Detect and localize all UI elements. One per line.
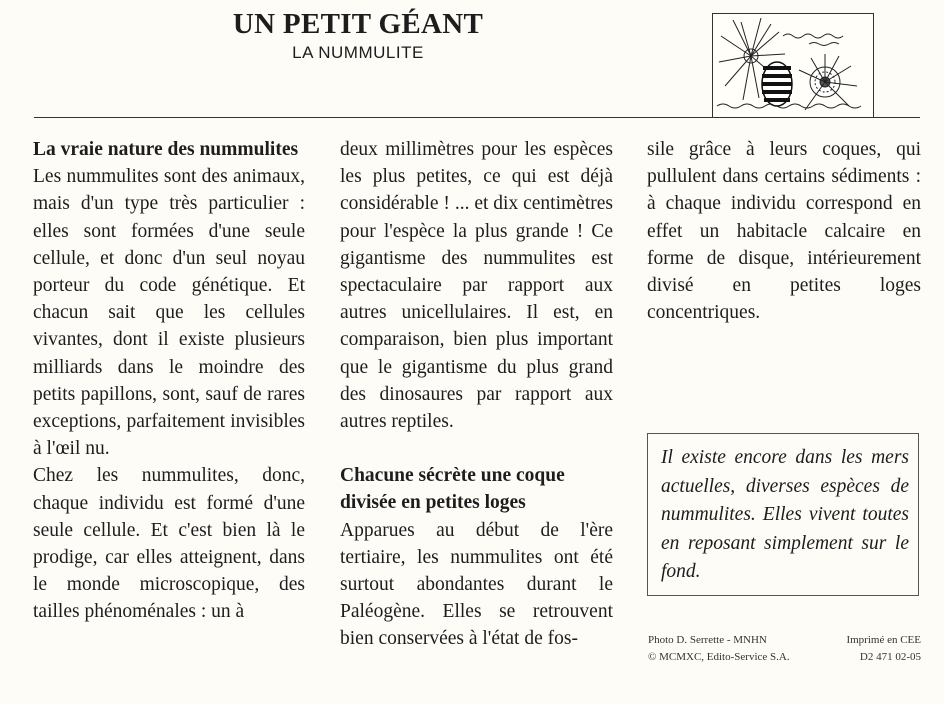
copyright-notice: © MCMXC, Edito-Service S.A.: [648, 651, 790, 663]
section-heading: Chacune sécrète une coque divisée en petites loges: [340, 465, 565, 514]
page-title: UN PETIT GÉANT: [232, 8, 484, 40]
body-paragraph: Apparues au début de l'ère tertiaire, les nummulites ont été surtout abondantes durant le Paléogène. Elles se retrouvent bien conservées à l'état de fos-: [340, 519, 613, 650]
printed-in: Imprimé en CEE: [846, 634, 921, 646]
body-paragraph: Les nummulites sont des animaux, mais d'un type très particulier : elles sont formées d'une seule cellule, et donc d'un seul noyau porteur du code génétique. Et chacun sait que les cellules vivantes, dont il existe plusieurs milliards dans le moindre des petits papillons, sont, sauf de rares exceptions, parfaitement invisibles à l'œil nu.: [33, 166, 305, 460]
header-divider: [34, 117, 920, 118]
section-heading: La vraie nature des nummulites: [33, 139, 299, 160]
nummulite-illustration: [712, 13, 874, 118]
photo-credit: Photo D. Serrette - MNHN: [648, 634, 767, 646]
striped-shell-icon: [762, 62, 792, 106]
illustration-drawing: [713, 14, 873, 117]
body-paragraph: deux millimètres pour les espèces les plus petites, ce qui est déjà considérable ! ... et dix centimètres pour l'espèce la plus grande ! Ce gigantisme des nummulites est spectaculaire par rapport aux autres unicellulaires. Il est, en comparaison, bien plus important que le gigantisme du plus grand des dinosaures par rapport aux autres reptiles.: [340, 139, 613, 433]
callout-box: [647, 433, 919, 596]
text-column-3: [647, 136, 921, 326]
photo-credits: [648, 632, 808, 666]
text-column-1: [33, 136, 305, 626]
spiky-nummulite-icon: [799, 54, 857, 110]
print-info: [810, 632, 921, 666]
text-column-2: [340, 136, 613, 653]
reference-code: D2 471 02-05: [859, 651, 921, 663]
page-subtitle: LA NUMMULITE: [292, 43, 424, 62]
body-paragraph: sile grâce à leurs coques, qui pullulent dans certains sédiments : à chaque individu correspond en effet un habitacle calcaire en forme de disque, intérieurement divisé en petites loges concentriques.: [647, 139, 921, 324]
callout-text: Il existe encore dans les mers actuelles, diverses espèces de nummulites. Elles vivent toutes en reposant simplement sur le fond.: [661, 447, 909, 582]
body-paragraph: Chez les nummulites, donc, chaque individu est formé d'une seule cellule. Et c'est bien là le prodige, car elles atteignent, dans le monde microscopique, des tailles phénoménales : un à: [33, 465, 305, 623]
